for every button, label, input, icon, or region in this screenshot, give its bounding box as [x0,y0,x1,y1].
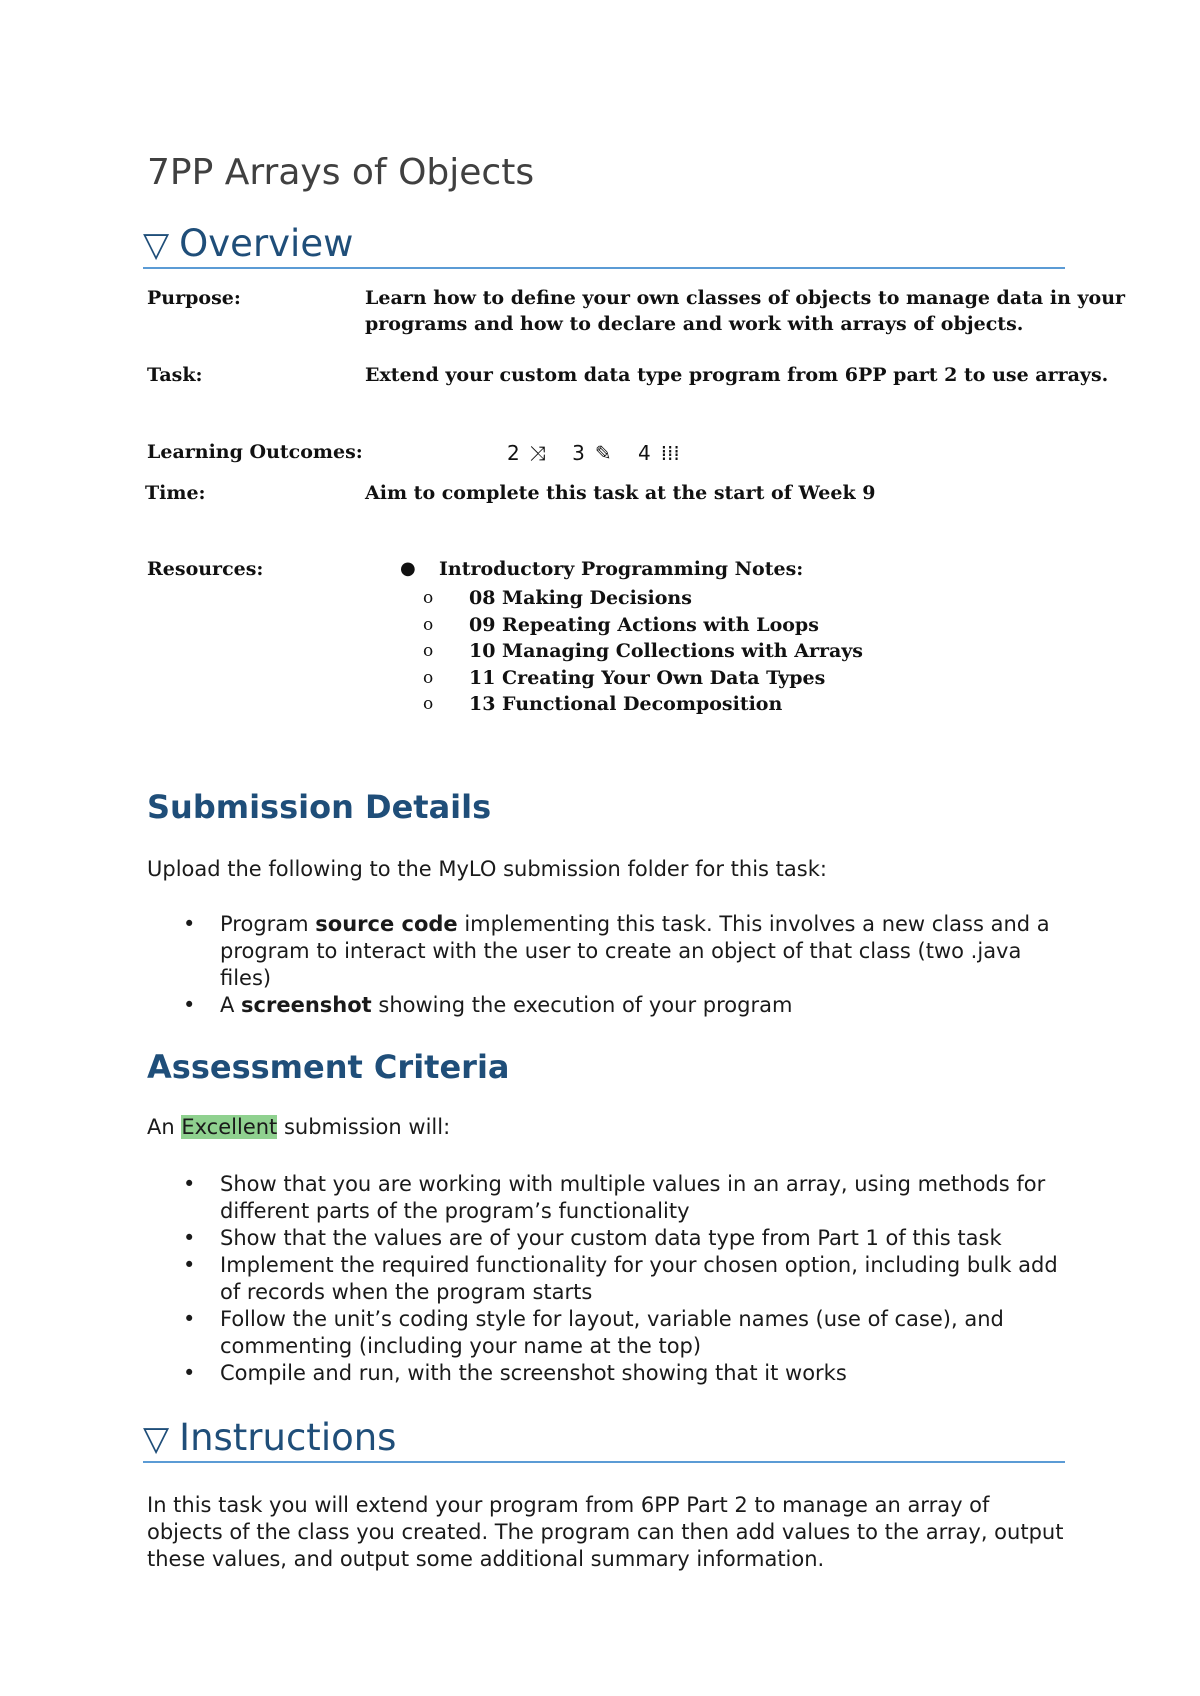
document-title: 7PP Arrays of Objects [147,152,535,193]
list-item: • Implement the required functionality for your chosen option, including bulk add of records when the program starts [183,1253,1058,1304]
instructions-heading-text: Instructions [179,1416,397,1459]
learning-outcomes-label: Learning Outcomes: [147,441,363,463]
list-item[interactable]: o 09 Repeating Actions with Loops [423,613,819,636]
submission-intro: Upload the following to the MyLO submission folder for this task: [147,857,827,881]
time-label: Time: [145,482,206,504]
bullet-icon: • [183,1172,196,1196]
collapse-triangle-icon[interactable]: ▽ [143,1419,170,1459]
grid-icon: ⁞⁞⁞ [660,441,680,465]
list-item: • Program source code implementing this task. This involves a new class and a program to interact with the user to create an object of that class (two .java files) [183,912,1050,990]
list-item[interactable]: o 10 Managing Collections with Arrays [423,640,864,662]
bullet-icon: • [183,1307,196,1331]
task-label: Task: [147,364,203,386]
purpose-label: Purpose: [147,287,241,309]
collapse-triangle-icon[interactable]: ▽ [143,225,170,265]
lo-item: 4 ⁞⁞⁞ [637,441,680,465]
assessment-intro: An Excellent submission will: [147,1115,451,1139]
bullet-icon: • [183,1253,196,1277]
task-value: Extend your custom data type program from 6PP part 2 to use arrays. [365,364,1109,386]
list-item: • Follow the unit’s coding style for layout, variable names (use of case), and commenting (including your name at the top) [183,1307,1004,1358]
learning-outcomes-icons [507,441,700,465]
resources-list [423,585,864,718]
resources-heading: Introductory Programming Notes: [439,558,804,580]
lo-item: 3 ✎ [572,441,612,465]
list-item: • Show that you are working with multiple values in an array, using methods for different parts of the program’s functionality [183,1172,1046,1223]
list-item: • A screenshot showing the execution of your program [183,993,793,1017]
overview-heading-text: Overview [179,222,354,265]
excellent-highlight: Excellent [181,1115,278,1139]
bullet-icon: • [183,993,196,1017]
bullet-icon: • [183,1226,196,1250]
list-item[interactable]: o 08 Making Decisions [423,587,692,609]
list-item: • Compile and run, with the screenshot showing that it works [183,1361,847,1385]
pencil-icon: ✎ [594,441,612,465]
bullet-icon: • [183,912,196,936]
instructions-heading[interactable] [143,1416,1065,1463]
submission-list [147,911,1067,1019]
shuffle-icon: ⤨ [529,441,546,465]
list-item[interactable]: o 13 Functional Decomposition [423,693,783,715]
list-item[interactable]: o 11 Creating Your Own Data Types [423,666,826,689]
instructions-body: In this task you will extend your program from 6PP Part 2 to manage an array of objects of the class you created. The program can then add values to the array, output these values, and output some additional summary information. [147,1493,1064,1571]
purpose-value-line2: programs and how to declare and work with arrays of objects. [365,313,1024,335]
purpose-value-line1: Learn how to define your own classes of objects to manage data in your [365,287,1126,309]
bullet-icon: • [183,1361,196,1385]
lo-item: 2 ⤨ [507,441,546,465]
assessment-heading: Assessment Criteria [147,1048,510,1086]
submission-heading: Submission Details [147,788,492,826]
assessment-criteria-list [147,1171,1067,1387]
resources-label: Resources: [147,558,264,580]
bullet-icon: ● [400,558,416,579]
overview-heading[interactable] [143,222,1065,269]
list-item: • Show that the values are of your custom data type from Part 1 of this task [183,1226,1002,1250]
time-value: Aim to complete this task at the start of Week 9 [365,482,876,504]
